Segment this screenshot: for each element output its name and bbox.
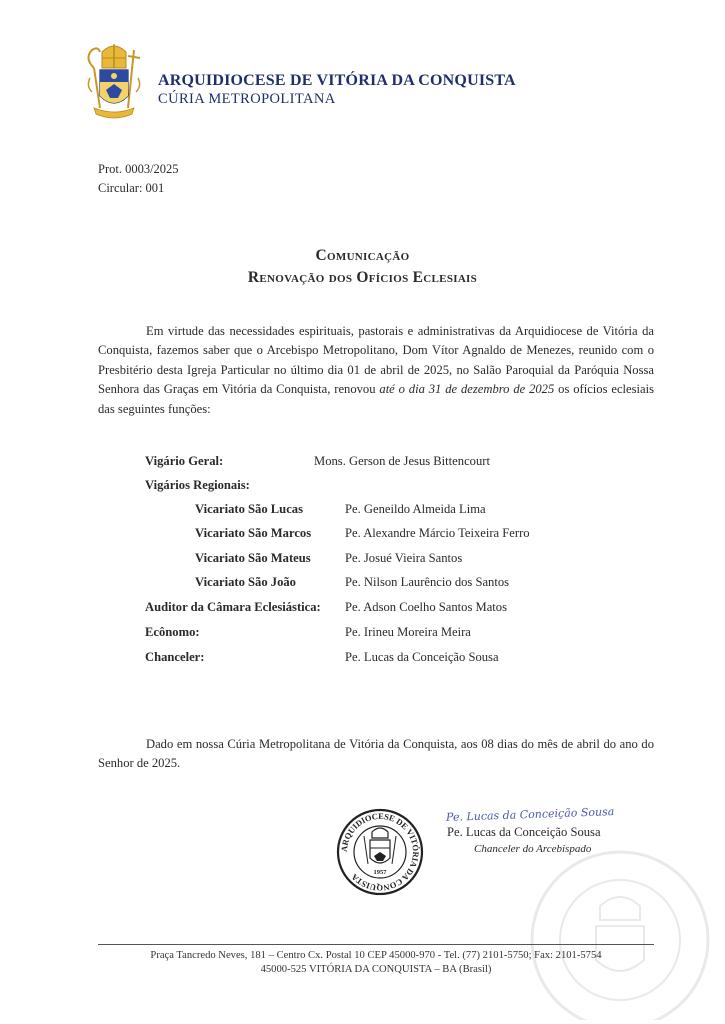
office-role-sao-marcos: Vicariato São Marcos: [195, 526, 312, 540]
signatory-name: Pe. Lucas da Conceição Sousa: [447, 825, 601, 839]
title-line-1: Comunicação: [315, 247, 410, 264]
office-holder-sao-marcos: Pe. Alexandre Márcio Teixeira Ferro: [345, 526, 530, 540]
footer-line-1: Praça Tancredo Neves, 181 – Centro Cx. Postal 10 CEP 45000-970 - Tel. (77) 2101-5750; Fax: 2101-5754: [150, 950, 602, 961]
office-holder-sao-mateus: Pe. Josué Vieira Santos: [345, 551, 463, 565]
footer-divider: [98, 944, 654, 945]
closing-paragraph: Dado em nossa Cúria Metropolitana de Vitória da Conquista, aos 08 dias do mês de abril do ano do Senhor de 2025.: [98, 737, 654, 771]
org-subtitle: CÚRIA METROPOLITANA: [158, 91, 336, 107]
body-paragraph: [98, 322, 654, 419]
office-holder-sao-joao: Pe. Nilson Laurêncio dos Santos: [345, 575, 510, 589]
embossed-stamp-icon: [510, 830, 710, 1020]
official-seal-icon: [336, 808, 424, 896]
office-holder-chanceler: Pe. Lucas da Conceição Sousa: [345, 650, 499, 664]
svg-text:ARQUIDIOCESE DE VITÓRIA DA CON: [340, 812, 421, 892]
office-holder-auditor: Pe. Adson Coelho Santos Matos: [345, 600, 507, 614]
office-role-chanceler: Chanceler:: [145, 650, 205, 664]
handwritten-signature: Pe. Lucas da Conceição Sousa: [445, 805, 615, 824]
org-name: ARQUIDIOCESE DE VITÓRIA DA CONQUISTA: [158, 72, 516, 89]
office-holder-vigario-geral: Mons. Gerson de Jesus Bittencourt: [314, 454, 490, 468]
office-holder-economo: Pe. Irineu Moreira Meira: [345, 625, 471, 639]
office-role-vigarios-regionais: Vigários Regionais:: [145, 478, 250, 492]
office-holder-sao-lucas: Pe. Geneildo Almeida Lima: [345, 502, 486, 516]
title-line-2: Renovação dos Ofícios Eclesiais: [247, 269, 478, 286]
body-text-before: Em virtude das necessidades espirituais, pastorais e administrativas da Arquidiocese de Vitória da Conquista, fazemos saber que o Arcebispo Metropolitano, Dom Vítor Agnaldo de Menezes, reunido com o Presbitério desta Igreja Particular no último dia 01 de abril de 2025, no Salão Paroquial da Paróquia Nossa Senhora das Graças em Vitória da Conquista, renovou: [98, 324, 654, 397]
office-role-sao-joao: Vicariato São João: [195, 575, 296, 589]
footer-address: [98, 949, 654, 977]
office-role-economo: Ecônomo:: [145, 625, 200, 639]
archdiocese-crest-icon: [82, 38, 146, 122]
office-role-auditor: Auditor da Câmara Eclesiástica:: [145, 600, 321, 614]
circular-number: Circular: 001: [98, 181, 165, 195]
protocol-block: [98, 160, 179, 198]
document-title: [0, 245, 725, 289]
footer-line-2: 45000-525 VITÓRIA DA CONQUISTA – BA (Brasil): [260, 964, 492, 975]
office-role-sao-mateus: Vicariato São Mateus: [195, 551, 311, 565]
office-role-sao-lucas: Vicariato São Lucas: [195, 502, 303, 516]
office-role-vigario-geral: Vigário Geral:: [145, 454, 224, 468]
seal-text: ARQUIDIOCESE DE VITÓRIA DA CONQUISTA: [339, 811, 421, 893]
body-text-after: os ofícios eclesiais das seguintes funções:: [98, 382, 655, 416]
protocol-number: Prot. 0003/2025: [98, 162, 179, 176]
body-text-italic: até o dia 31 de dezembro de 2025: [379, 382, 555, 397]
signatory-title: Chanceler do Arcebispado: [474, 843, 592, 855]
seal-year: 1957: [373, 869, 387, 876]
